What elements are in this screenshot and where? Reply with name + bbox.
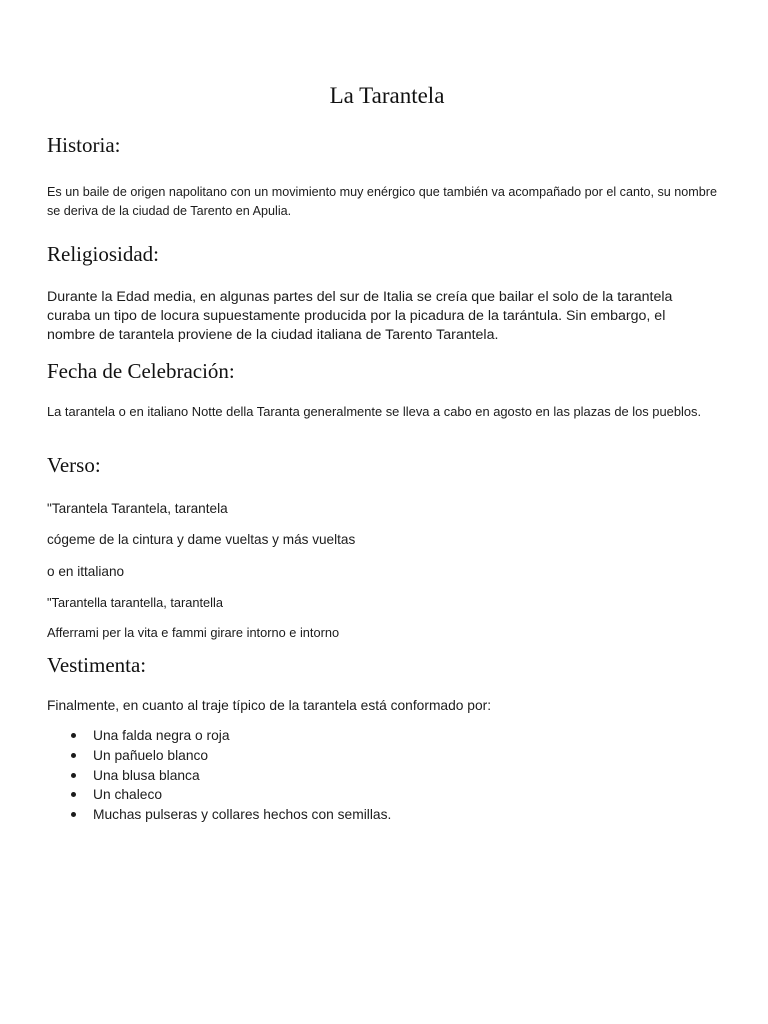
bullet-icon [71,812,76,817]
list-item [47,726,391,746]
paragraph-fecha-de-celebracion: La tarantela o en italiano Notte della Taranta generalmente se lleva a cabo en agosto en las plazas de los pueblos. [47,404,702,419]
list-item [47,805,391,825]
list-item-label: Un pañuelo blanco [93,747,209,763]
verse-line: "Tarantela Tarantela, tarantela [47,501,228,516]
bullet-icon [71,773,76,778]
heading-vestimenta: Vestimenta: [47,653,147,677]
list-item [47,785,391,805]
heading-historia: Historia: [47,133,121,157]
list-item-label: Una blusa blanca [93,767,200,783]
bullet-icon [71,753,76,758]
heading-verso: Verso: [47,453,101,477]
document-title: La Tarantela [329,83,445,108]
list-item-label: Una falda negra o roja [93,728,230,743]
vestimenta-list [47,726,391,825]
heading-fecha-de-celebracion: Fecha de Celebración: [47,359,235,383]
bullet-icon [71,792,76,797]
verse-line: o en ittaliano [47,564,125,579]
list-item [47,746,391,766]
paragraph-religiosidad: Durante la Edad media, en algunas partes del sur de Italia se creía que bailar el solo de la tarantela curaba un tipo de locura supuestamente producida por la picadura de la tarántula. Sin embargo, el nombre de tarantela proviene de la ciudad italiana de Tarento Tarantela. [47,289,673,343]
verse-line: "Tarantella tarantella, tarantella [47,595,223,610]
list-item [47,766,391,786]
list-item-label: Muchas pulseras y collares hechos con semillas. [93,807,392,823]
heading-religiosidad: Religiosidad: [47,242,159,266]
verse-line: Afferrami per la vita e fammi girare intorno e intorno [47,625,340,640]
paragraph-historia: Es un baile de origen napolitano con un movimiento muy enérgico que también va acompañado por el canto, su nombre se deriva de la ciudad de Tarento en Apulia. [47,185,717,218]
paragraph-vestimenta-intro: Finalmente, en cuanto al traje típico de la tarantela está conformado por: [47,698,492,713]
bullet-icon [71,733,76,738]
list-item-label: Un chaleco [93,787,163,803]
verse-line: cógeme de la cintura y dame vueltas y más vueltas [47,532,356,547]
